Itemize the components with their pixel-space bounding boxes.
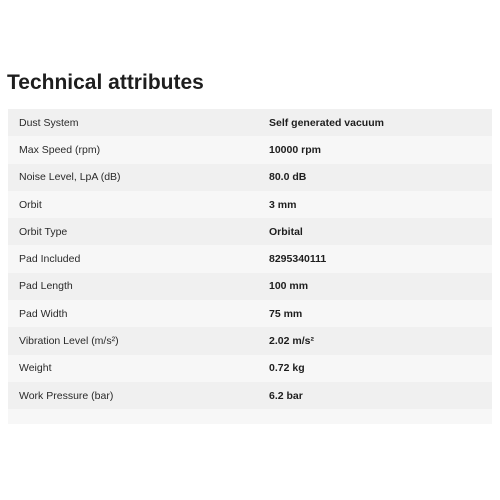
- table-row: [8, 164, 492, 191]
- table-row: [8, 136, 492, 163]
- attribute-value: 8295340111: [269, 253, 327, 266]
- attribute-value: 80.0 dB: [269, 171, 307, 184]
- attribute-name: Noise Level, LpA (dB): [19, 171, 121, 184]
- table-row: [8, 355, 492, 382]
- table-row: [8, 109, 492, 136]
- table-row: [8, 273, 492, 300]
- attribute-value: 3 mm: [269, 198, 297, 211]
- table-row: [8, 191, 492, 218]
- attribute-value: 75 mm: [269, 307, 303, 320]
- attribute-value: 10000 rpm: [269, 143, 321, 156]
- section-title: Technical attributes: [7, 71, 204, 94]
- table-row: [8, 300, 492, 327]
- attribute-value: Orbital: [269, 225, 303, 238]
- table-row: [8, 218, 492, 245]
- table-row: [8, 245, 492, 272]
- attribute-name: Pad Width: [19, 307, 68, 320]
- attribute-name: Orbit: [19, 198, 42, 211]
- attribute-name: Work Pressure (bar): [19, 389, 114, 402]
- attribute-name: Max Speed (rpm): [19, 143, 101, 156]
- attribute-value: 100 mm: [269, 280, 309, 293]
- table-footer-pad: [8, 409, 492, 424]
- attribute-value: 6.2 bar: [269, 389, 303, 402]
- attribute-value: 0.72 kg: [269, 362, 305, 375]
- attribute-value: 2.02 m/s²: [269, 335, 314, 348]
- attribute-name: Pad Length: [19, 280, 73, 293]
- attribute-name: Dust System: [19, 116, 79, 129]
- attribute-value: Self generated vacuum: [269, 116, 384, 129]
- attribute-name: Orbit Type: [19, 225, 68, 238]
- technical-attributes-table: [8, 109, 492, 409]
- attribute-name: Weight: [19, 362, 52, 375]
- table-row: [8, 327, 492, 354]
- table-row: [8, 382, 492, 409]
- attribute-name: Pad Included: [19, 253, 81, 266]
- attribute-name: Vibration Level (m/s²): [19, 335, 119, 348]
